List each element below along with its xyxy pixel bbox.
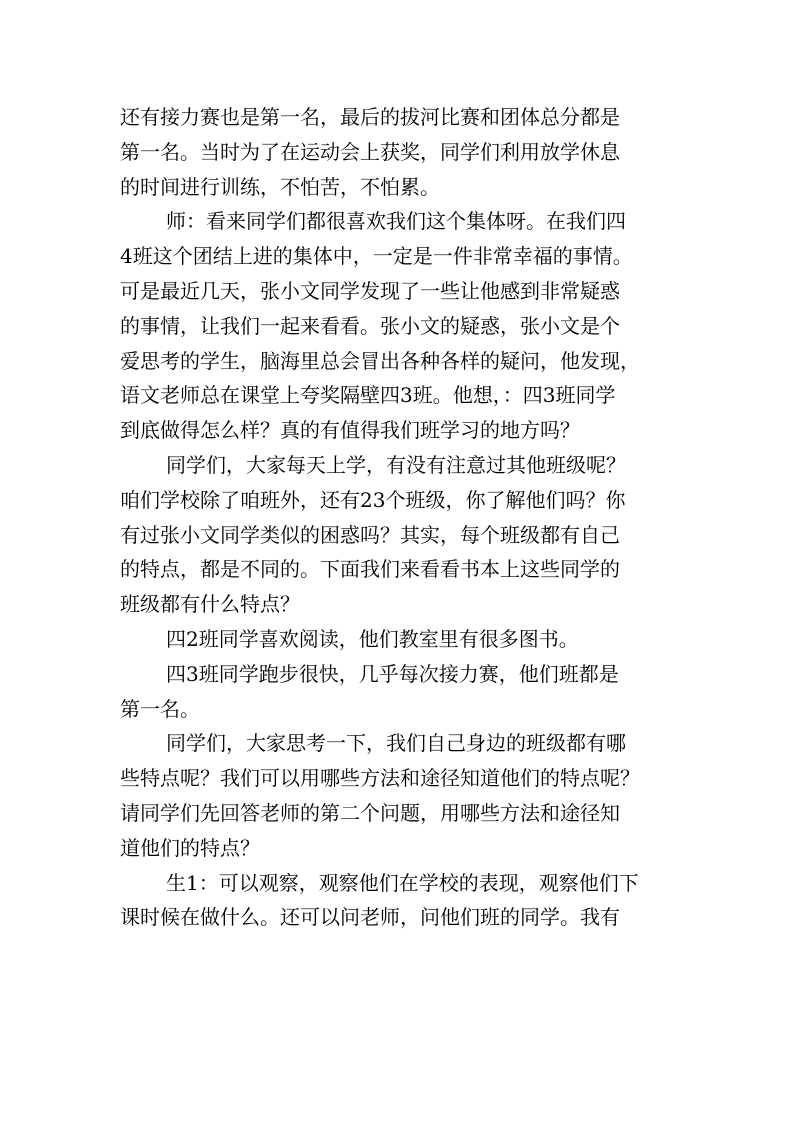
text-line-8: 爱思考的学生，脑海里总会冒出各种各样的疑问，他发现， bbox=[120, 348, 640, 373]
text-line-21: 请同学们先回答老师的第二个问题，用哪些方法和途径知 bbox=[120, 800, 620, 825]
text-line-9: 语文老师总在课堂上夸奖隔壁四3班。他想，：四3班同学 bbox=[120, 383, 616, 408]
text-line-1: 还有接力赛也是第一名，最后的拔河比赛和团体总分都是 bbox=[120, 105, 620, 129]
paragraph-start-teacher: 师：看来同学们都很喜欢我们这个集体呀。在我们四 bbox=[166, 209, 626, 234]
text-line-6: 可是最近几天，张小文同学发现了一些让他感到非常疑惑 bbox=[120, 278, 620, 303]
text-line-7: 的事情，让我们一起来看看。张小文的疑惑，张小文是个 bbox=[120, 313, 620, 338]
text-line-13: 有过张小文同学类似的困惑吗？其实，每个班级都有自己 bbox=[120, 522, 620, 547]
text-line-5: 4班这个团结上进的集体中，一定是一件非常幸福的事情。 bbox=[120, 244, 633, 269]
paragraph-class-4-3: 四3班同学跑步很快，几乎每次接力赛，他们班都是 bbox=[166, 661, 619, 686]
text-line-3: 的时间进行训练，不怕苦，不怕累。 bbox=[120, 174, 440, 199]
text-line-12: 咱们学校除了咱班外，还有23个班级，你了解他们吗？你 bbox=[120, 487, 626, 512]
document-body bbox=[120, 100, 680, 935]
text-line-2: 第一名。当时为了在运动会上获奖，同学们利用放学休息 bbox=[120, 139, 620, 164]
paragraph-class-4-2: 四2班同学喜欢阅读，他们教室里有很多图书。 bbox=[166, 626, 579, 651]
text-line-22: 道他们的特点？ bbox=[120, 835, 260, 860]
paragraph-start-think: 同学们，大家思考一下，我们自己身边的班级都有哪 bbox=[166, 731, 626, 756]
text-line-24: 课时候在做什么。还可以问老师，问他们班的同学。我有 bbox=[120, 905, 620, 930]
text-line-18: 第一名。 bbox=[120, 696, 200, 721]
text-line-10: 到底做得怎么样？真的有值得我们班学习的地方吗？ bbox=[120, 418, 580, 443]
text-line-14: 的特点，都是不同的。下面我们来看看书本上这些同学的 bbox=[120, 557, 620, 582]
paragraph-start-classmates: 同学们，大家每天上学，有没有注意过其他班级呢？ bbox=[166, 452, 626, 477]
paragraph-start-student-1: 生1：可以观察，观察他们在学校的表现，观察他们下 bbox=[166, 870, 639, 895]
text-line-20: 些特点呢？我们可以用哪些方法和途径知道他们的特点呢？ bbox=[120, 766, 640, 791]
text-line-15: 班级都有什么特点？ bbox=[120, 592, 300, 617]
